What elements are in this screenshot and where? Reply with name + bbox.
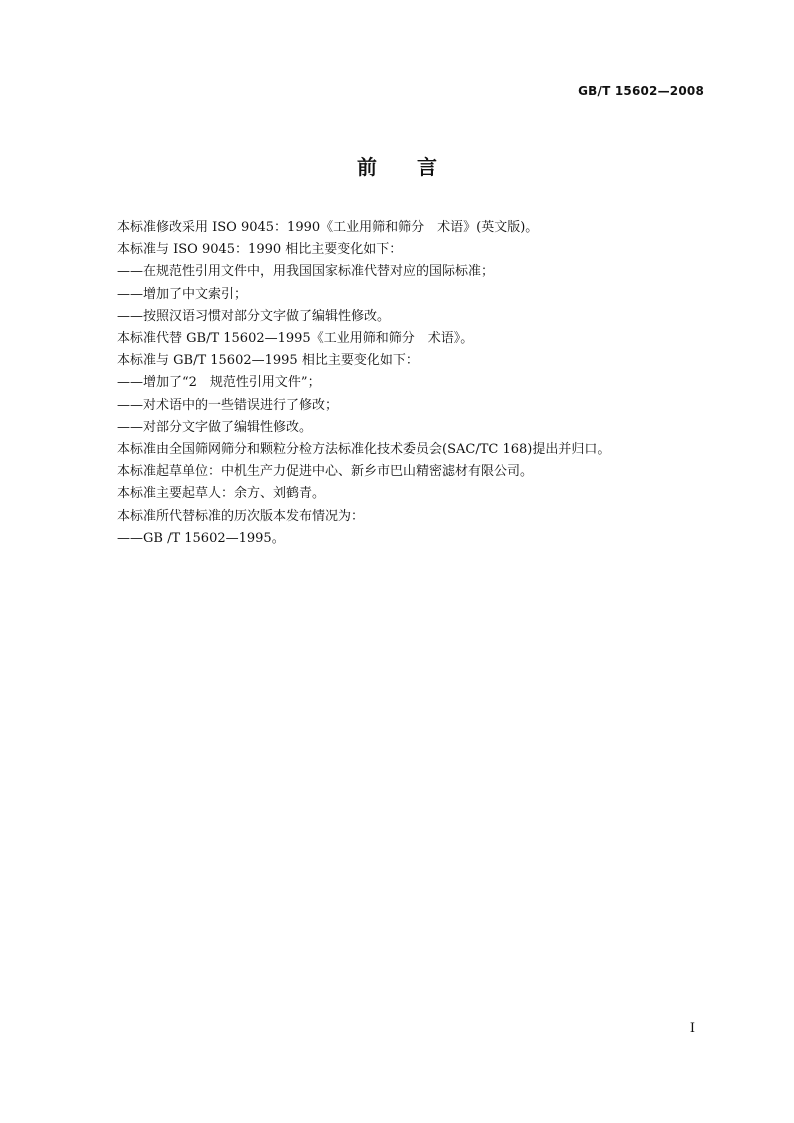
body-line: ——增加了“2 规范性引用文件”； (117, 375, 321, 391)
body-line: 本标准代替 GB/T 15602—1995《工业用筛和筛分 术语》。 (117, 331, 474, 347)
body-line: ——对术语中的一些错误进行了修改； (117, 397, 339, 413)
body-line: 本标准起草单位：中机生产力促进中心、新乡市巴山精密滤材有限公司。 (117, 464, 534, 480)
body-line: ——GB /T 15602—1995。 (117, 530, 285, 546)
body-line: 本标准由全国筛网筛分和颗粒分检方法标准化技术委员会(SAC/TC 168)提出并归口。 (117, 442, 611, 458)
page-title (0, 151, 794, 180)
foreword-body (117, 217, 717, 550)
body-line: 本标准与 GB/T 15602—1995 相比主要变化如下： (117, 353, 419, 369)
standard-number-header: GB/T 15602—2008 (578, 84, 704, 98)
body-line: ——按照汉语习惯对部分文字做了编辑性修改。 (117, 308, 391, 324)
title-char-1: 前 (357, 155, 377, 179)
page-number: I (689, 1021, 695, 1036)
body-line: 本标准所代替标准的历次版本发布情况为： (117, 508, 365, 524)
body-line: ——在规范性引用文件中，用我国国家标准代替对应的国际标准； (117, 264, 495, 280)
body-line: 本标准修改采用 ISO 9045：1990《工业用筛和筛分 术语》(英文版)。 (117, 220, 539, 235)
body-line: ——增加了中文索引； (117, 286, 248, 302)
body-line: 本标准主要起草人：余方、刘鹤青。 (117, 486, 326, 502)
body-line: ——对部分文字做了编辑性修改。 (117, 419, 313, 435)
title-char-2: 言 (417, 155, 437, 179)
body-line: 本标准与 ISO 9045：1990 相比主要变化如下： (117, 242, 403, 258)
